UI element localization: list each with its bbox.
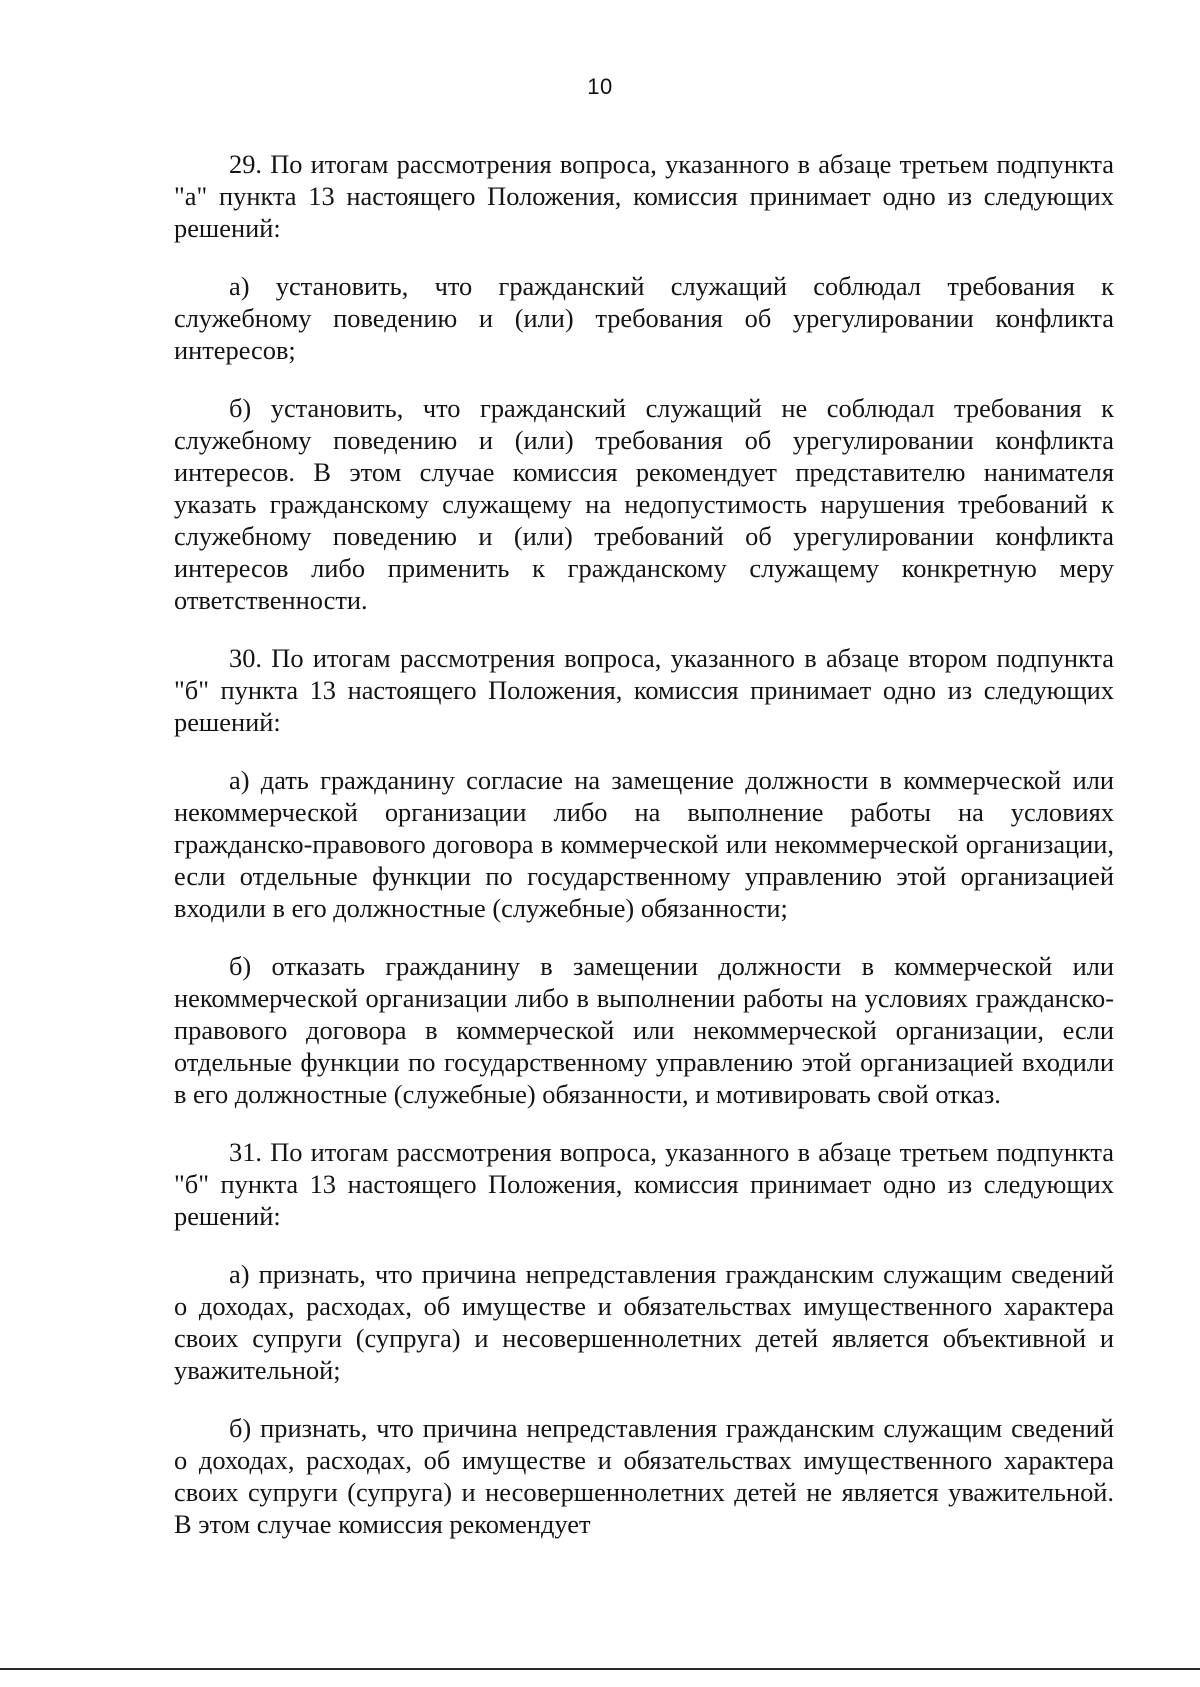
document-body: [174, 148, 1114, 1566]
paragraph-29: 29. По итогам рассмотрения вопроса, указанного в абзаце третьем подпункта "а" пункта 13 настоящего Положения, комиссия принимает одно из следующих решений:: [174, 149, 1114, 243]
paragraph-30: 30. По итогам рассмотрения вопроса, указанного в абзаце втором подпункта "б" пункта 13 настоящего Положения, комиссия принимает одно из следующих решений:: [174, 643, 1114, 737]
paragraph-30-a: а) дать гражданину согласие на замещение должности в коммерческой или некоммерческой организации либо на выполнение работы на условиях гражданско-правового договора в коммерческой или некоммерческой организации, если отдельные функции по государственному управлению этой организацией входили в его должностные (служебные) обязанности;: [174, 765, 1114, 923]
paragraph-29-b: б) установить, что гражданский служащий не соблюдал требования к служебному поведению и (или) требования об урегулировании конфликта интересов. В этом случае комиссия рекомендует представителю нанимателя указать гражданскому служащему на недопустимость нарушения требований к служебному поведению и (или) требований об урегулировании конфликта интересов либо применить к гражданскому служащему конкретную меру ответственности.: [174, 393, 1114, 615]
paragraph-29-a: а) установить, что гражданский служащий соблюдал требования к служебному поведению и (или) требования об урегулировании конфликта интересов;: [174, 271, 1114, 365]
paragraph-31-b: б) признать, что причина непредставления гражданским служащим сведений о доходах, расходах, об имуществе и обязательствах имущественного характера своих супруги (супруга) и несовершеннолетних детей не является уважительной. В этом случае комиссия рекомендует: [174, 1413, 1114, 1539]
paragraph-30-b: б) отказать гражданину в замещении должности в коммерческой или некоммерческой организации либо в выполнении работы на условиях гражданско-правового договора в коммерческой или некоммерческой организации, если отдельные функции по государственному управлению этой организацией входили в его должностные (служебные) обязанности, и мотивировать свой отказ.: [174, 951, 1114, 1109]
paragraph-31-a: а) признать, что причина непредставления гражданским служащим сведений о доходах, расходах, об имуществе и обязательствах имущественного характера своих супруги (супруга) и несовершеннолетних детей является объективной и уважительной;: [174, 1259, 1114, 1385]
page-number: 10: [587, 74, 613, 99]
page-bottom-edge: [0, 1668, 1200, 1670]
paragraph-31: 31. По итогам рассмотрения вопроса, указанного в абзаце третьем подпункта "б" пункта 13 настоящего Положения, комиссия принимает одно из следующих решений:: [174, 1137, 1114, 1231]
